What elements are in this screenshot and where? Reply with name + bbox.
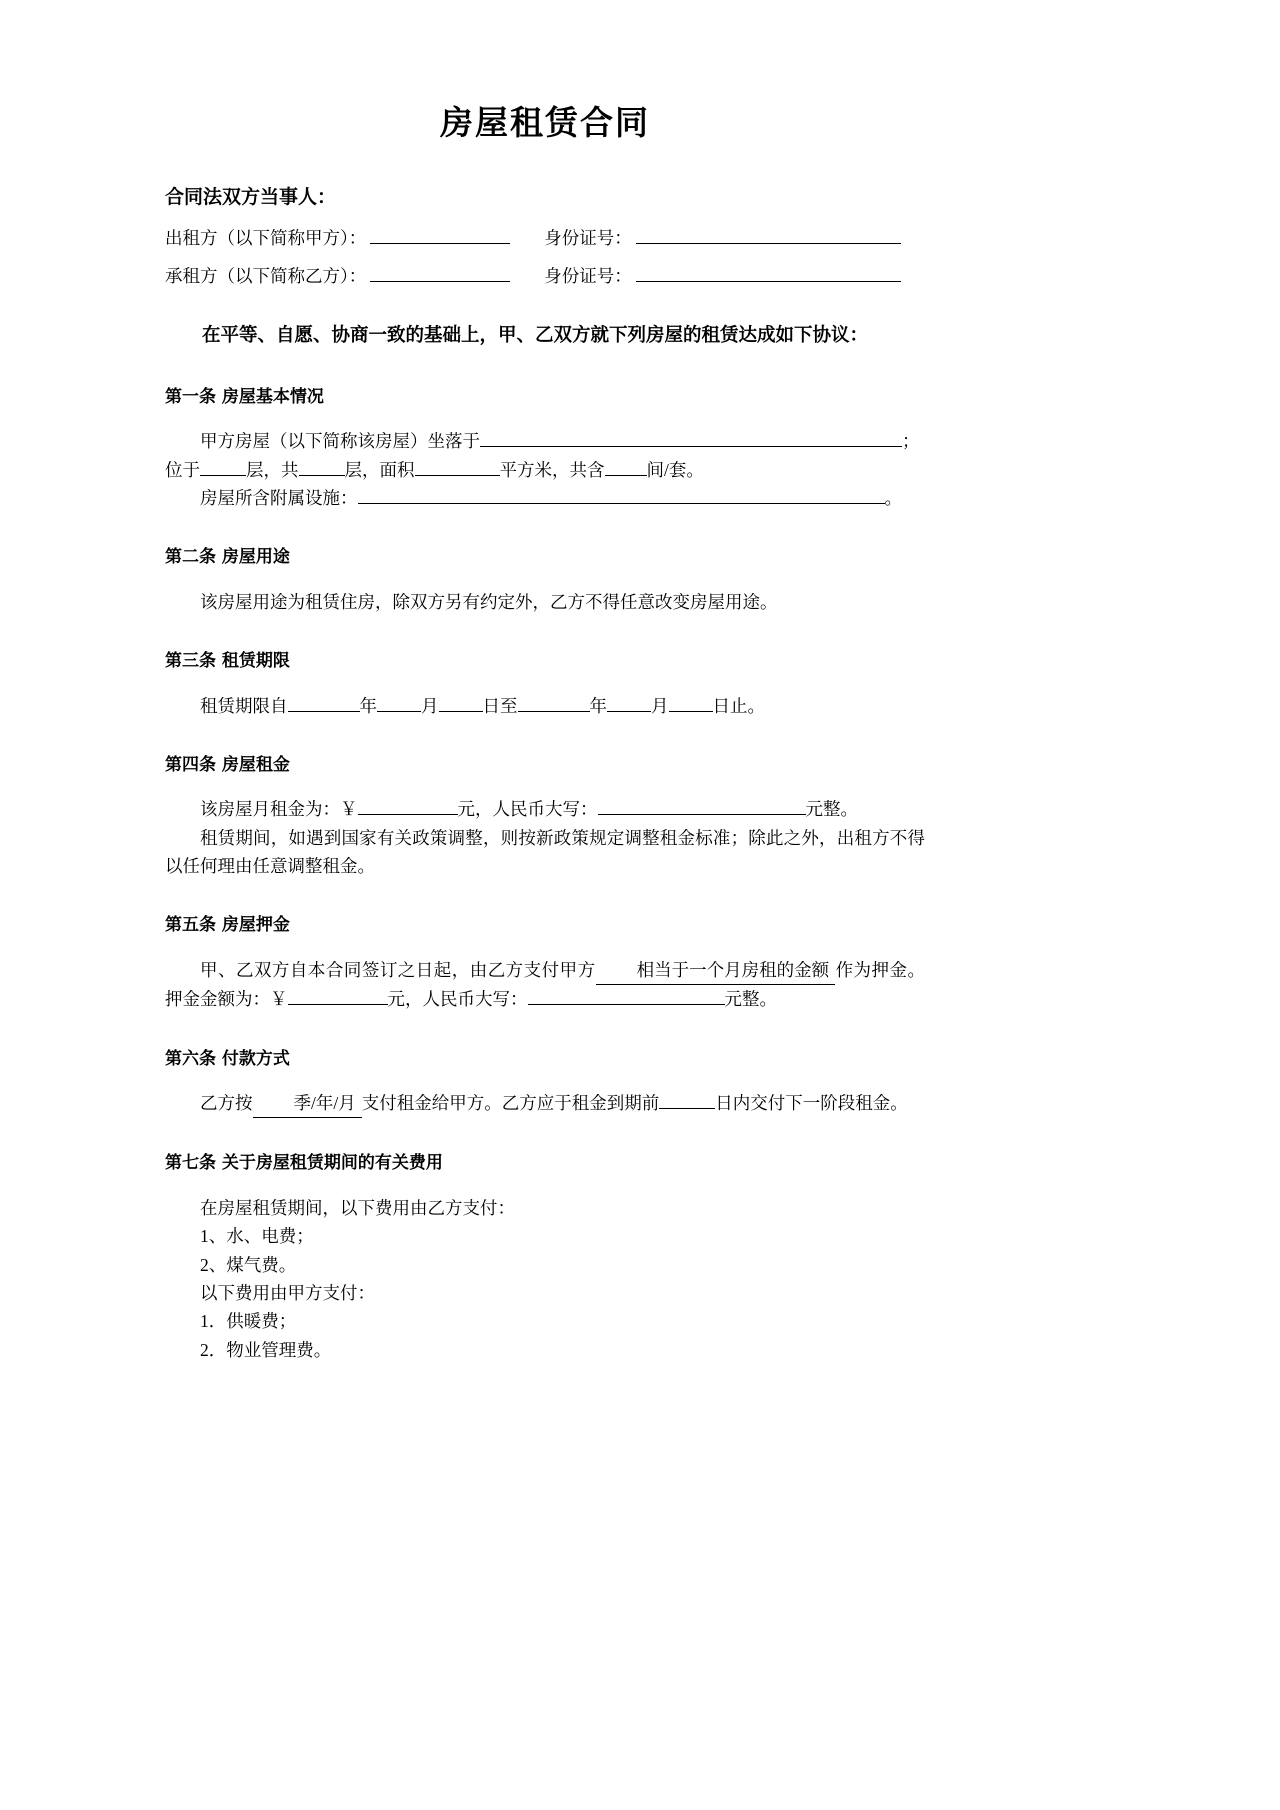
clause-title-7: 第七条 关于房屋租赁期间的有关费用 (165, 1153, 443, 1174)
area-unit: 平方米，共含 (499, 459, 605, 480)
facilities-blank[interactable] (358, 485, 885, 504)
clause-7-item-2: 2、煤气费。 (200, 1254, 297, 1275)
end-year-blank[interactable] (518, 693, 590, 712)
deposit-amount-note[interactable]: 相当于一个月房租的金额 (596, 956, 836, 985)
lease-start-label: 租赁期限自 (200, 695, 288, 716)
monthly-rent-words-unit: 元整。 (805, 799, 858, 820)
rooms-blank[interactable] (605, 457, 647, 476)
lessor-label: 出租方（以下简称甲方）： (165, 228, 367, 249)
lessee-row (165, 262, 925, 290)
lessor-name-blank[interactable] (370, 226, 510, 245)
clause-7-line-1: 在房屋租赁期间，以下费用由乙方支付： (200, 1197, 515, 1218)
payment-days-blank[interactable] (659, 1091, 715, 1110)
payment-intro: 乙方按 (200, 1093, 253, 1114)
floor-blank[interactable] (200, 457, 246, 476)
deposit-words-unit: 元整。 (724, 989, 777, 1010)
clause-title-6: 第六条 付款方式 (165, 1048, 290, 1069)
floor-unit: 层，共 (246, 459, 299, 480)
clause-title-4: 第四条 房屋租金 (165, 754, 290, 775)
start-day-blank[interactable] (439, 693, 483, 712)
lease-end-label: 日至 (482, 695, 518, 716)
end-year-unit: 年 (589, 695, 607, 716)
lessor-id-blank[interactable] (636, 226, 901, 245)
total-floors-unit: 层，面积 (344, 459, 415, 480)
deposit-unit: 元，人民币大写： (387, 989, 528, 1010)
lessor-id-label: 身份证号： (544, 228, 632, 249)
lessee-id-label: 身份证号： (544, 265, 632, 286)
monthly-rent-blank[interactable] (358, 797, 458, 816)
end-day-blank[interactable] (669, 693, 713, 712)
deposit-words-blank[interactable] (528, 987, 725, 1006)
clause-4-line-1 (165, 795, 925, 823)
clause-1-line-3 (165, 484, 925, 512)
payment-mid: 支付租金给甲方。乙方应于租金到期前 (361, 1093, 660, 1114)
clause-7-line-2: 以下费用由甲方支付： (200, 1283, 375, 1303)
clause-1-line-2 (165, 456, 925, 484)
deposit-intro: 甲、乙双方自本合同签订之日起，由乙方支付甲方 (200, 959, 596, 980)
clause-5-line-1 (165, 956, 925, 1014)
payment-period-options[interactable]: 季/年/月 (253, 1089, 362, 1118)
clause-3-line-1 (165, 692, 925, 720)
parties-heading: 合同法双方当事人： (165, 185, 337, 208)
clause-title-5: 第五条 房屋押金 (165, 915, 290, 936)
monthly-rent-unit: 元，人民币大写： (457, 799, 598, 820)
document-content (165, 0, 925, 1364)
start-year-blank[interactable] (288, 693, 360, 712)
facilities-period: 。 (884, 487, 902, 508)
clause-title-1: 第一条 房屋基本情况 (165, 386, 324, 407)
clause-1-line-1 (165, 427, 925, 455)
property-address-blank[interactable] (480, 429, 902, 448)
rooms-unit: 间/套。 (646, 459, 704, 480)
lessee-name-blank[interactable] (370, 263, 510, 282)
page-title: 房屋租赁合同 (440, 103, 650, 142)
lease-end-unit: 日止。 (712, 695, 765, 716)
deposit-mid: 作为押金。押金金额为：￥ (165, 959, 926, 1010)
payment-end: 日内交付下一阶段租金。 (715, 1093, 908, 1114)
start-year-unit: 年 (359, 695, 377, 716)
clause-1-text-b: ； (902, 431, 920, 452)
end-month-unit: 月 (651, 695, 669, 716)
clause-title-2: 第二条 房屋用途 (165, 547, 290, 568)
clause-6-line-1 (165, 1089, 925, 1118)
clause-7-item-1: 1、水、电费； (200, 1226, 314, 1247)
start-month-unit: 月 (421, 695, 439, 716)
clause-1-text-a: 甲方房屋（以下简称该房屋）坐落于 (200, 431, 480, 452)
monthly-rent-label: 该房屋月租金为：￥ (200, 799, 358, 820)
start-month-blank[interactable] (377, 693, 421, 712)
total-floors-blank[interactable] (299, 457, 345, 476)
lessee-label: 承租方（以下简称乙方）： (165, 265, 367, 286)
clause-4-line-2: 租赁期间，如遇到国家有关政策调整，则按新政策规定调整租金标准；除此之外，出租方不得以任何理由任意调整租金。 (165, 827, 925, 877)
facilities-label: 房屋所含附属设施： (200, 487, 358, 508)
floor-label: 位于 (165, 459, 200, 480)
preamble-paragraph: 在平等、自愿、协商一致的基础上，甲、乙双方就下列房屋的租赁达成如下协议： (202, 324, 869, 346)
end-month-blank[interactable] (607, 693, 651, 712)
lessee-id-blank[interactable] (636, 263, 901, 282)
monthly-rent-words-blank[interactable] (598, 797, 806, 816)
area-blank[interactable] (415, 457, 500, 476)
clause-title-3: 第三条 租赁期限 (165, 651, 290, 672)
deposit-amount-blank[interactable] (288, 987, 388, 1006)
clause-7-item-4: 2．物业管理费。 (200, 1339, 332, 1360)
clause-7-item-3: 1．供暖费； (200, 1311, 297, 1332)
lessor-row (165, 224, 925, 252)
clause-2-line-1: 该房屋用途为租赁住房，除双方另有约定外，乙方不得任意改变房屋用途。 (200, 591, 778, 612)
